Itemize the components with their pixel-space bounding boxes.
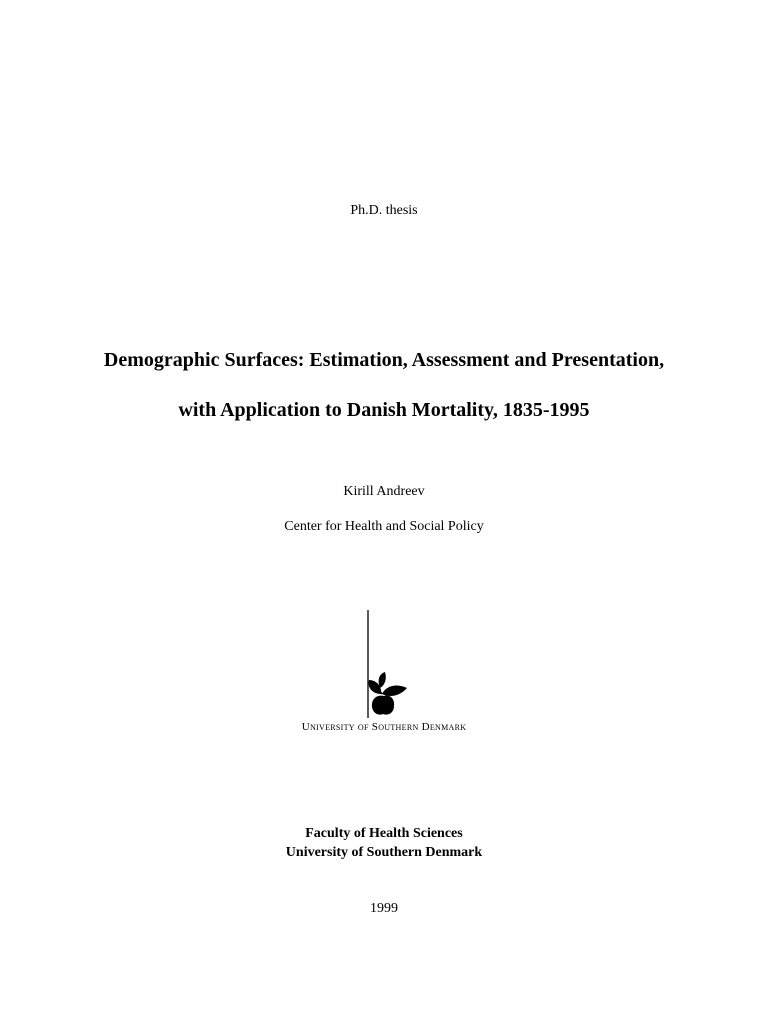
document-type: Ph.D. thesis bbox=[350, 203, 418, 218]
author-name: Kirill Andreev bbox=[343, 484, 425, 499]
publication-year: 1999 bbox=[370, 901, 398, 916]
university-name: University of Southern Denmark bbox=[285, 845, 483, 860]
apple-branch-icon bbox=[355, 608, 415, 720]
author-affiliation: Center for Health and Social Policy bbox=[284, 519, 484, 534]
thesis-title-line-2: with Application to Danish Mortality, 1835-1995 bbox=[178, 399, 590, 421]
university-logo bbox=[0, 608, 768, 738]
faculty-name: Faculty of Health Sciences bbox=[305, 826, 463, 841]
logo-wordmark: University of Southern Denmark bbox=[301, 721, 467, 733]
thesis-title-line-1: Demographic Surfaces: Estimation, Assessment and Presentation, bbox=[103, 349, 665, 371]
